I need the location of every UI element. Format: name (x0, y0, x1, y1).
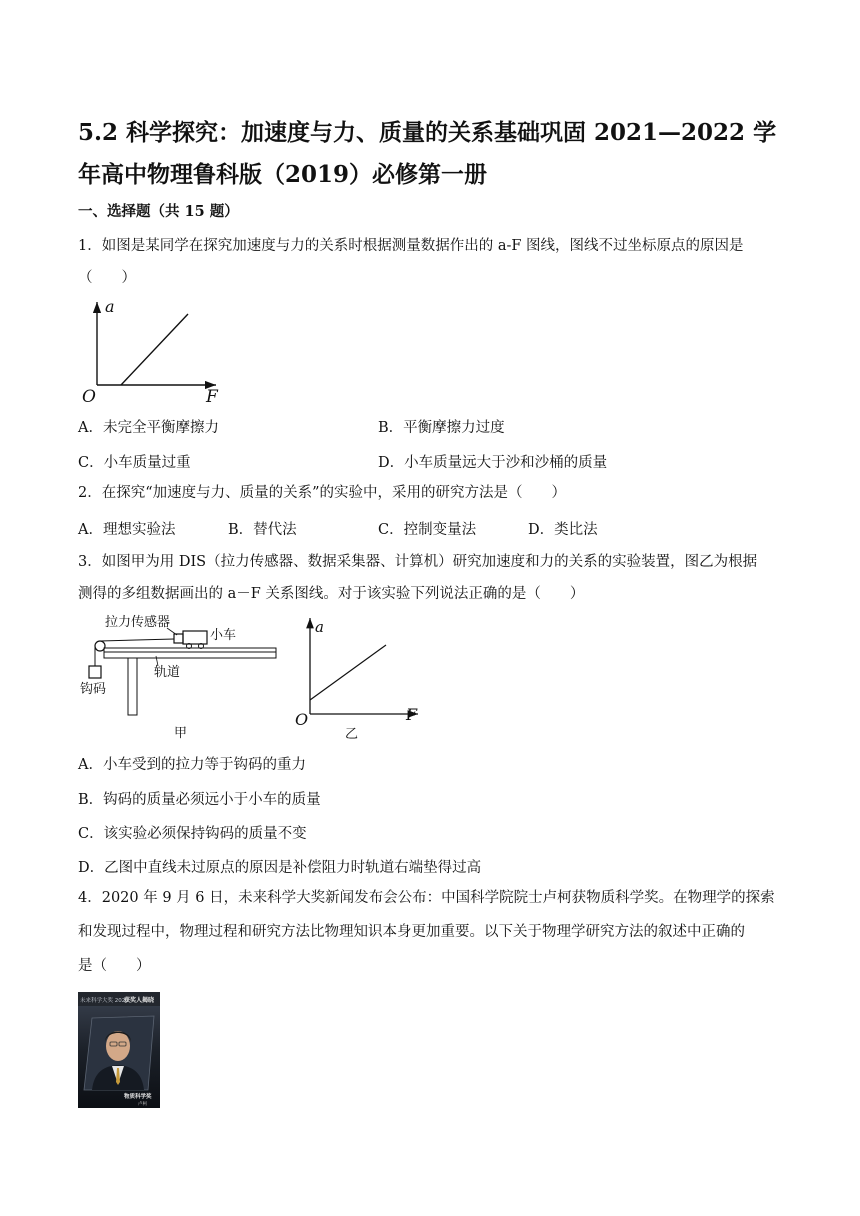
photo-caption-name: 卢柯 (138, 1102, 147, 1107)
photo-banner-right: 获奖人揭晓 (124, 997, 155, 1004)
q3-table (104, 652, 276, 658)
q3-stem-line1: 3．如图甲为用 DIS（拉力传感器、数据采集器、计算机）研究加速度和力的关系的实验装置，图乙为根据 (78, 554, 758, 570)
q1-option-a[interactable]: A．未完全平衡摩擦力 (78, 420, 219, 436)
q3-graph-line (310, 645, 386, 700)
q3-y-label: a (315, 618, 324, 636)
q2-stem: 2．在探究“加速度与力、质量的关系”的实验中，采用的研究方法是（ ） (78, 485, 567, 501)
q3-force-sensor (174, 634, 183, 643)
q1-af-graph (78, 296, 228, 406)
q3-pulley (95, 641, 105, 651)
q3-option-c[interactable]: C．该实验必须保持钩码的质量不变 (78, 826, 307, 842)
q3-table-leg (128, 658, 137, 715)
q1-graph-line (121, 314, 188, 385)
q3-origin-label: O (295, 710, 309, 729)
q3-x-label: F (406, 705, 418, 724)
q1-origin-label: O (82, 387, 96, 406)
q4-stem-line2: 和发现过程中，物理过程和研究方法比物理知识本身更加重要。以下关于物理学研究方法的叙述中正确的 (78, 924, 745, 940)
q1-y-label: a (105, 297, 115, 316)
q1-stem-line2: （ ） (78, 270, 136, 286)
photo-caption-award: 物质科学奖 (124, 1094, 152, 1100)
q3-cart (183, 631, 207, 644)
q3-hanging-weight (89, 666, 101, 678)
q3-weight-label: 钩码 (80, 682, 107, 697)
q2-option-b[interactable]: B．替代法 (228, 522, 297, 538)
section-heading: 一、选择题（共 15 题） (78, 203, 239, 220)
q1-option-c[interactable]: C．小车质量过重 (78, 455, 191, 471)
photo-banner-left: 未来科学大奖 2020 (80, 998, 129, 1004)
q3-option-b[interactable]: B．钩码的质量必须远小于小车的质量 (78, 792, 321, 808)
q3-option-a[interactable]: A．小车受到的拉力等于钩码的重力 (78, 757, 306, 773)
q3-track-label: 轨道 (154, 665, 181, 680)
q3-caption-jia: 甲 (174, 726, 188, 741)
q3-stem-line2: 测得的多组数据画出的 a－F 关系图线。对于该实验下列说法正确的是（ ） (78, 586, 585, 602)
q4-award-photo (78, 992, 160, 1108)
q1-option-d[interactable]: D．小车质量远大于沙和沙桶的质量 (378, 455, 608, 471)
q3-caption-yi: 乙 (345, 727, 359, 742)
q3-car-label: 小车 (210, 628, 237, 643)
q2-option-c[interactable]: C．控制变量法 (378, 522, 477, 538)
q2-option-a[interactable]: A．理想实验法 (78, 522, 176, 538)
q3-string (100, 639, 174, 641)
q3-af-graph (290, 612, 430, 742)
q4-stem-line3: 是（ ） (78, 958, 151, 974)
q3-apparatus-figure (78, 612, 283, 742)
q3-sensor-label: 拉力传感器 (105, 615, 171, 630)
q1-option-b[interactable]: B．平衡摩擦力过度 (378, 420, 505, 436)
q1-x-label: F (206, 387, 218, 406)
person-face (106, 1031, 130, 1061)
document-title: 5.2 科学探究：加速度与力、质量的关系基础巩固 2021—2022 学年高中物理鲁科版（2019）必修第一册 (78, 119, 777, 188)
q3-option-d[interactable]: D．乙图中直线未过原点的原因是补偿阻力时轨道右端垫得过高 (78, 860, 482, 876)
q4-stem-line1: 4．2020 年 9 月 6 日，未来科学大奖新闻发布会公布：中国科学院院士卢柯获物质科学奖。在物理学的探索 (78, 890, 775, 906)
q1-stem-line1: 1．如图是某同学在探究加速度与力的关系时根据测量数据作出的 a-F 图线，图线不过坐标原点的原因是 (78, 238, 744, 254)
q2-option-d[interactable]: D．类比法 (528, 522, 598, 538)
